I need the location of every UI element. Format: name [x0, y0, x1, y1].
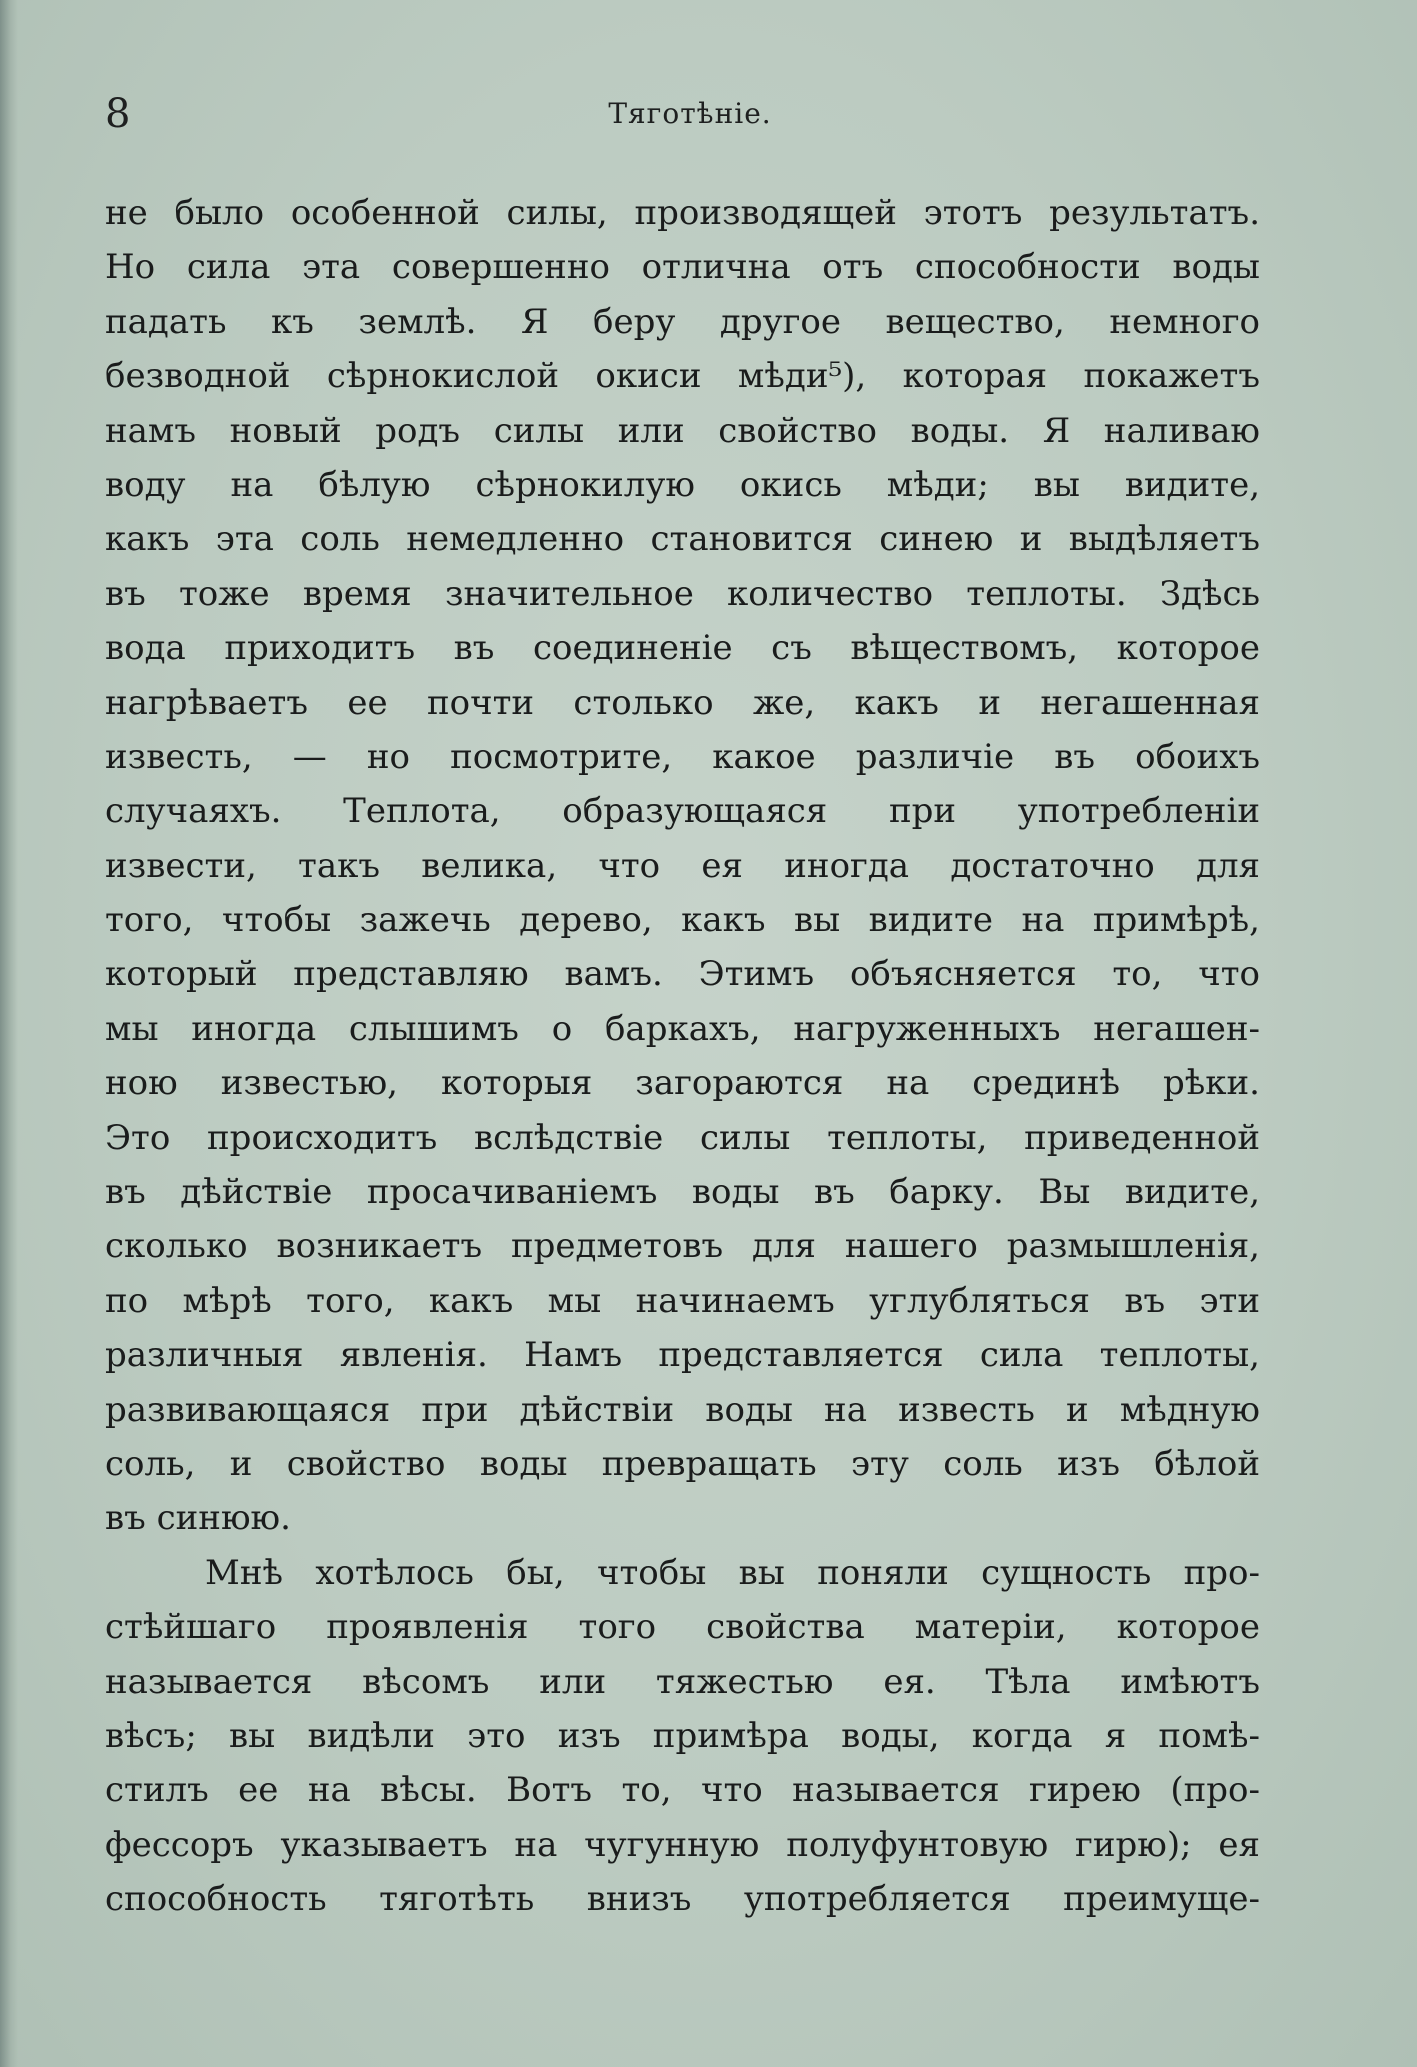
text-line: развивающаяся при дѣйствіи воды на известь и мѣдную: [105, 1389, 1260, 1430]
text-line-paragraph-start: Мнѣ хотѣлось бы, чтобы вы поняли сущность про-: [205, 1552, 1260, 1593]
text-line: по мѣрѣ того, какъ мы начинаемъ углубляться въ эти: [105, 1280, 1260, 1321]
text-line: различныя явленія. Намъ представляется сила теплоты,: [105, 1335, 1260, 1376]
page-header: [100, 86, 1280, 146]
text-line: того, чтобы зажечь дерево, какъ вы видите на примѣрѣ,: [105, 900, 1260, 941]
body-text: [105, 186, 1260, 1927]
text-line: вѣсъ; вы видѣли это изъ примѣра воды, когда я помѣ-: [105, 1715, 1260, 1756]
text-line: стилъ ее на вѣсы. Вотъ то, что называется гирею (про-: [105, 1770, 1260, 1811]
text-line: въ тоже время значительное количество теплоты. Здѣсь: [105, 573, 1260, 614]
text-line: который представляю вамъ. Этимъ объясняется то, что: [105, 954, 1260, 995]
text-line: въ дѣйствіе просачиваніемъ воды въ барку. Вы видите,: [105, 1172, 1260, 1213]
text-line: фессоръ указываетъ на чугунную полуфунтовую гирю); ея: [105, 1824, 1260, 1865]
text-line: Это происходитъ вслѣдствіе силы теплоты, приведенной: [105, 1117, 1260, 1158]
text-line: падать къ землѣ. Я беру другое вещество, немного: [105, 301, 1260, 342]
text-line: способность тяготѣть внизъ употребляется преимуще-: [105, 1879, 1260, 1920]
page-number: 8: [105, 91, 131, 137]
text-line-paragraph-end: въ синюю.: [105, 1498, 291, 1539]
text-line: не было особенной силы, производящей этотъ результатъ.: [105, 193, 1260, 233]
text-line: вода приходитъ въ соединеніе съ вѣществомъ, которое: [105, 628, 1260, 669]
text-line: случаяхъ. Теплота, образующаяся при употребленіи: [105, 791, 1260, 832]
text-line: мы иногда слышимъ о баркахъ, нагруженныхъ негашен-: [105, 1008, 1260, 1049]
text-line: называется вѣсомъ или тяжестью ея. Тѣла имѣютъ: [105, 1661, 1260, 1702]
page-edge-shadow: [0, 0, 18, 2067]
text-line: намъ новый родъ силы или свойство воды. Я наливаю: [105, 410, 1260, 451]
text-line: соль, и свойство воды превращать эту соль изъ бѣлой: [105, 1443, 1260, 1484]
text-line: ною известью, которыя загораются на срединѣ рѣки.: [105, 1063, 1260, 1104]
text-line: нагрѣваетъ ее почти столько же, какъ и негашенная: [105, 682, 1260, 723]
running-title: Тяготѣніе.: [608, 97, 772, 130]
text-line: известь, — но посмотрите, какое различіе въ обоихъ: [105, 736, 1260, 777]
text-line: безводной сѣрнокислой окиси мѣди⁵), которая покажетъ: [105, 356, 1260, 397]
text-line: стѣйшаго проявленія того свойства матеріи, которое: [105, 1607, 1260, 1648]
text-line: какъ эта соль немедленно становится синею и выдѣляетъ: [105, 519, 1260, 560]
text-line: воду на бѣлую сѣрнокилую окись мѣди; вы видите,: [105, 464, 1260, 505]
text-line: сколько возникаетъ предметовъ для нашего размышленія,: [105, 1226, 1260, 1267]
text-line: извести, такъ велика, что ея иногда достаточно для: [105, 845, 1260, 886]
text-line: Но сила эта совершенно отлична отъ способности воды: [105, 247, 1260, 288]
